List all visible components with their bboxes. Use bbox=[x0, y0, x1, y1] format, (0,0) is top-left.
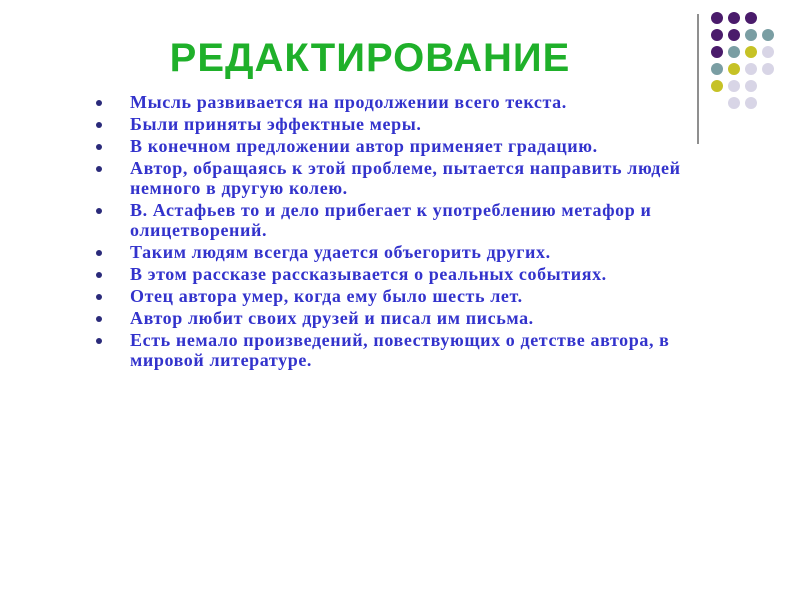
bullet-dot-icon bbox=[96, 294, 102, 300]
bullet-text: Мысль развивается на продолжении всего текста. bbox=[130, 92, 567, 112]
decorative-dot-lavender bbox=[745, 63, 757, 75]
bullet-text: Автор любит своих друзей и писал им письма. bbox=[130, 308, 534, 328]
decorative-dot-lavender bbox=[728, 80, 740, 92]
decorative-dot-purple bbox=[711, 12, 723, 24]
decorative-dot-lavender bbox=[762, 46, 774, 58]
bullet-item bbox=[96, 136, 696, 156]
bullet-item bbox=[96, 92, 696, 112]
decorative-dot-purple bbox=[728, 12, 740, 24]
bullet-item bbox=[96, 308, 696, 328]
decorative-dot-teal bbox=[745, 29, 757, 41]
decorative-dot-olive bbox=[711, 80, 723, 92]
slide-title: РЕДАКТИРОВАНИЕ bbox=[169, 36, 571, 80]
bullet-text: Автор, обращаясь к этой проблеме, пытается направить людей немного в другую колею. bbox=[130, 158, 681, 198]
bullet-item bbox=[96, 330, 696, 370]
bullet-dot-icon bbox=[96, 316, 102, 322]
bullet-item bbox=[96, 264, 696, 284]
bullet-list bbox=[96, 92, 696, 372]
bullet-text: Были приняты эффектные меры. bbox=[130, 114, 422, 134]
bullet-text: В конечном предложении автор применяет градацию. bbox=[130, 136, 598, 156]
decorative-dot-olive bbox=[745, 46, 757, 58]
bullet-dot-icon bbox=[96, 338, 102, 344]
bullet-dot-icon bbox=[96, 100, 102, 106]
bullet-dot-icon bbox=[96, 144, 102, 150]
bullet-item bbox=[96, 200, 696, 240]
bullet-dot-icon bbox=[96, 250, 102, 256]
bullet-text: В. Астафьев то и дело прибегает к употреблению метафор и олицетворений. bbox=[130, 200, 652, 240]
bullet-item bbox=[96, 158, 696, 198]
decorative-dot-lavender bbox=[745, 80, 757, 92]
decorative-dot-teal bbox=[762, 29, 774, 41]
bullet-item bbox=[96, 286, 696, 306]
decorative-dot-purple bbox=[745, 12, 757, 24]
bullet-dot-icon bbox=[96, 272, 102, 278]
bullet-text: Есть немало произведений, повествующих о детстве автора, в мировой литературе. bbox=[130, 330, 670, 370]
bullet-item bbox=[96, 242, 696, 262]
bullet-text: Отец автора умер, когда ему было шесть лет. bbox=[130, 286, 523, 306]
decorative-dot-lavender bbox=[762, 63, 774, 75]
decorative-dot-lavender bbox=[728, 97, 740, 109]
decorative-dot-lavender bbox=[745, 97, 757, 109]
bullet-dot-icon bbox=[96, 166, 102, 172]
bullet-dot-icon bbox=[96, 122, 102, 128]
bullet-text: Таким людям всегда удается объегорить других. bbox=[130, 242, 551, 262]
bullet-dot-icon bbox=[96, 208, 102, 214]
bullet-text: В этом рассказе рассказывается о реальных событиях. bbox=[130, 264, 607, 284]
bullet-item bbox=[96, 114, 696, 134]
